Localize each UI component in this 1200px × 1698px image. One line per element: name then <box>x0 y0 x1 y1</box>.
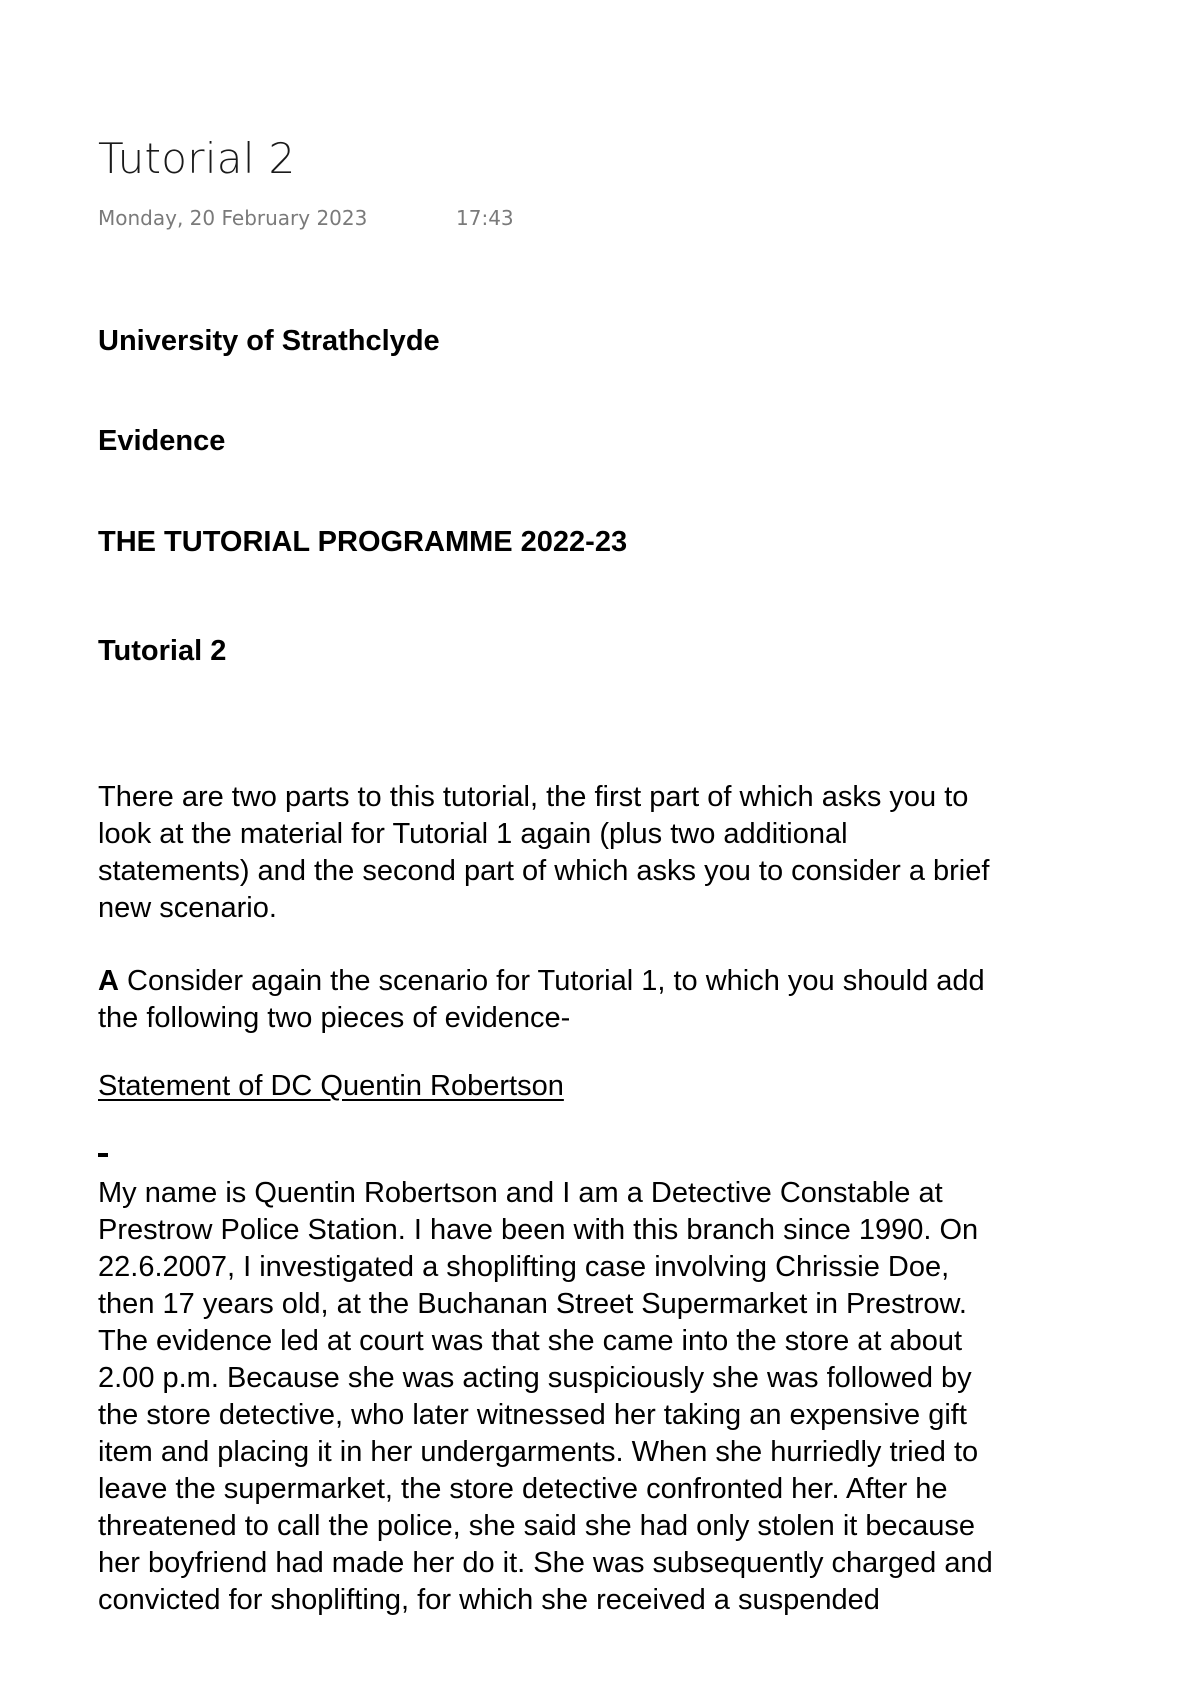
page-date: Monday, 20 February 2023 <box>98 206 368 230</box>
statement-heading: Statement of DC Quentin Robertson <box>98 1070 564 1102</box>
statement-line: threatened to call the police, she said she had only stolen it because <box>98 1510 976 1542</box>
statement-line: item and placing it in her undergarments. When she hurriedly tried to <box>98 1436 979 1468</box>
heading-programme: THE TUTORIAL PROGRAMME 2022-23 <box>98 526 628 558</box>
statement-line: My name is Quentin Robertson and I am a Detective Constable at <box>98 1177 943 1209</box>
page-time: 17:43 <box>456 206 514 230</box>
statement-line: leave the supermarket, the store detective confronted her. After he <box>98 1473 948 1505</box>
heading-university: University of Strathclyde <box>98 325 440 357</box>
heading-subject: Evidence <box>98 425 226 457</box>
statement-line: The evidence led at court was that she came into the store at about <box>98 1325 963 1357</box>
statement-line: convicted for shoplifting, for which she received a suspended <box>98 1584 880 1616</box>
intro-line: look at the material for Tutorial 1 again (plus two additional <box>98 818 848 850</box>
part-a-text: Consider again the scenario for Tutorial 1, to which you should add <box>118 965 985 997</box>
statement-line: Prestrow Police Station. I have been with this branch since 1990. On <box>98 1214 979 1246</box>
part-a-paragraph <box>98 963 985 1037</box>
part-a-label: A <box>98 965 119 997</box>
statement-line: her boyfriend had made her do it. She was subsequently charged and <box>98 1547 993 1579</box>
intro-line: There are two parts to this tutorial, the first part of which asks you to <box>98 781 969 813</box>
statement-line: the store detective, who later witnessed her taking an expensive gift <box>98 1399 967 1431</box>
statement-line: then 17 years old, at the Buchanan Street Supermarket in Prestrow. <box>98 1288 967 1320</box>
statement-line: 22.6.2007, I investigated a shoplifting case involving Chrissie Doe, <box>98 1251 950 1283</box>
intro-line: statements) and the second part of which asks you to consider a brief <box>98 855 990 887</box>
dash-mark <box>98 1153 108 1157</box>
statement-line: 2.00 p.m. Because she was acting suspiciously she was followed by <box>98 1362 972 1394</box>
part-a-line: the following two pieces of evidence- <box>98 1002 571 1034</box>
page-title: Tutorial 2 <box>98 134 296 183</box>
intro-paragraph <box>98 779 989 927</box>
heading-tutorial: Tutorial 2 <box>98 635 227 667</box>
part-a-line <box>98 963 985 1000</box>
intro-line: new scenario. <box>98 892 277 924</box>
statement-body <box>98 1175 993 1616</box>
